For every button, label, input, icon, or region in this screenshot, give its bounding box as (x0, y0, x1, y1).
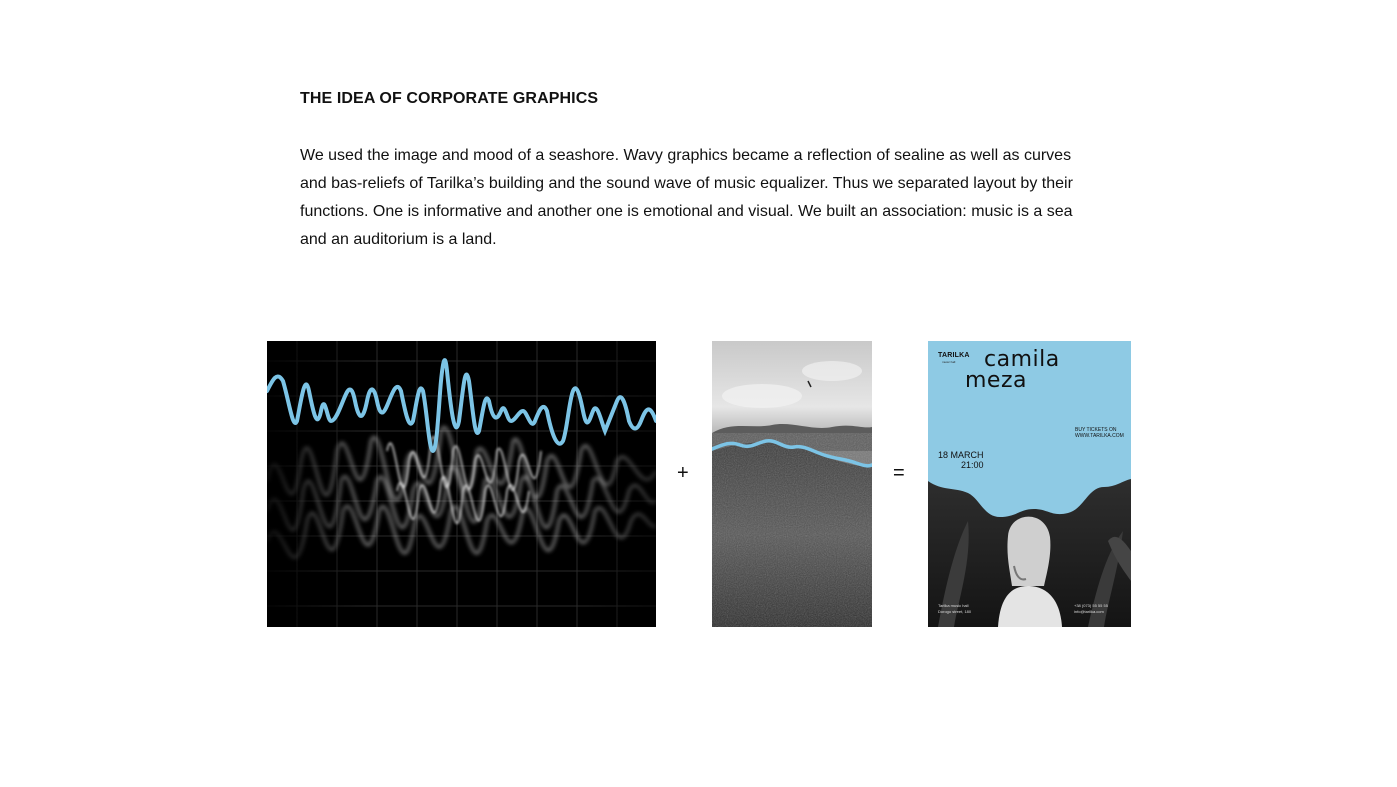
paragraph-line: We used the image and mood of a seashore. Wavy graphics became a reflection of sealine as well as curves (300, 147, 1072, 164)
poster-artist-first-name: camila (984, 347, 1060, 372)
seashore-image (712, 341, 872, 627)
poster-date: 18 MARCH (938, 450, 984, 460)
plus-sign: + (677, 462, 689, 484)
concert-poster (928, 341, 1131, 627)
poster-tickets-url: WWW.TARILKA.COM (1075, 433, 1124, 439)
poster-venue (938, 603, 971, 615)
poster-contact-email: info@tarilka.com (1074, 609, 1104, 614)
poster-artist-last-name: meza (965, 368, 1027, 393)
section-paragraph (300, 142, 1090, 254)
poster-contact-phone: +38 (073) 55 55 55 (1074, 603, 1108, 608)
poster-venue-name: Tarilka music hall (938, 603, 969, 608)
poster-contact (1074, 603, 1108, 615)
sound-wave-graphic (267, 341, 656, 627)
poster-brand-logo: TARILKA (938, 352, 970, 359)
poster-brand-subtitle: music hall (942, 360, 956, 364)
section-heading: THE IDEA OF CORPORATE GRAPHICS (300, 90, 599, 107)
poster-venue-address: Dorogo street, 180 (938, 609, 972, 614)
equals-sign: = (893, 462, 905, 484)
poster-tickets-line: BUY TICKETS ON (1075, 427, 1117, 433)
sound-wave-image (267, 341, 656, 627)
poster-time: 21:00 (961, 460, 984, 470)
paragraph-line: and bas-reliefs of Tarilka’s building and the sound wave of music equalizer. Thus we separated layout by their (300, 175, 1073, 192)
poster-tickets-info (1075, 427, 1124, 439)
seashore-graphic (712, 341, 872, 627)
poster-photo (928, 341, 1131, 627)
paragraph-line: and an auditorium is a land. (300, 231, 497, 248)
paragraph-line: functions. One is informative and another one is emotional and visual. We built an association: music is a sea (300, 203, 1073, 220)
